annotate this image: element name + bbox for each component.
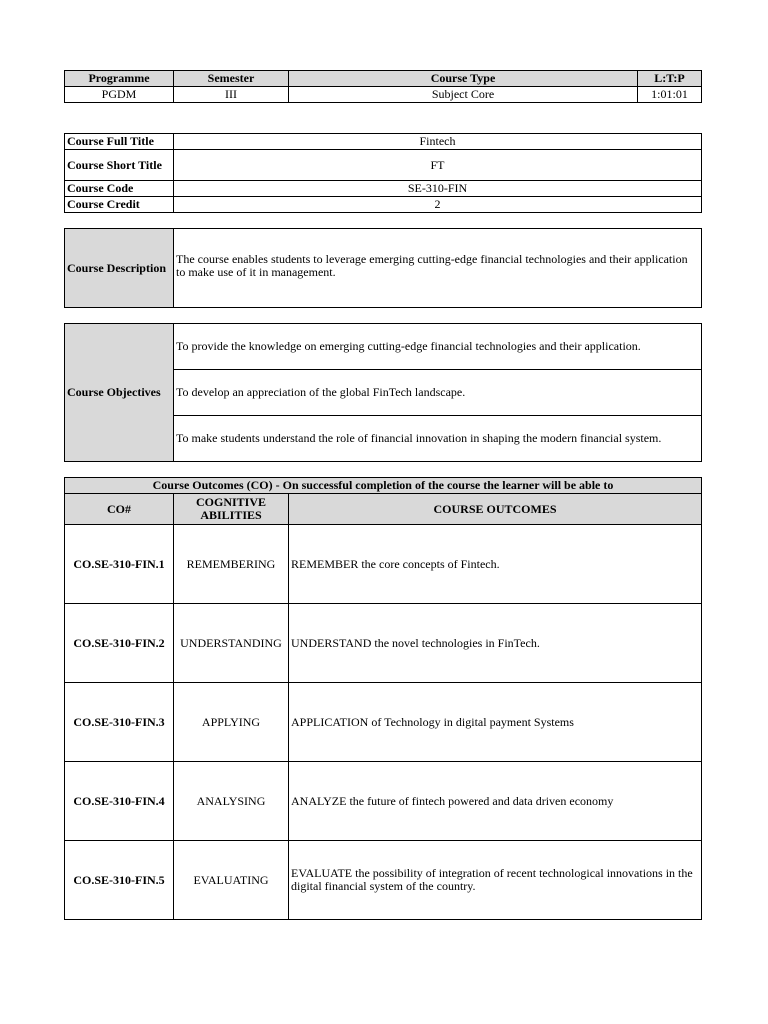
co-outcome: EVALUATE the possibility of integration of recent technological innovations in the digital financial system of the country.	[289, 841, 702, 920]
objective-item: To provide the knowledge on emerging cutting-edge financial technologies and their application.	[174, 324, 702, 370]
table-row	[65, 525, 702, 604]
co-ability: EVALUATING	[174, 841, 289, 920]
co-id: CO.SE-310-FIN.5	[65, 841, 174, 920]
programme-table	[64, 70, 702, 103]
header-programme: Programme	[65, 71, 174, 87]
objective-item: To make students understand the role of financial innovation in shaping the modern financial system.	[174, 416, 702, 462]
co-outcome: UNDERSTAND the novel technologies in FinTech.	[289, 604, 702, 683]
short-title-value: FT	[174, 150, 702, 181]
programme-header-row	[65, 71, 702, 87]
header-course-type: Course Type	[289, 71, 638, 87]
course-code-value: SE-310-FIN	[174, 181, 702, 197]
co-id: CO.SE-310-FIN.1	[65, 525, 174, 604]
table-row	[65, 841, 702, 920]
co-outcome: ANALYZE the future of fintech powered and data driven economy	[289, 762, 702, 841]
course-description-text: The course enables students to leverage emerging cutting-edge financial technologies and their application to make use of it in management.	[174, 229, 702, 308]
co-outcome: REMEMBER the core concepts of Fintech.	[289, 525, 702, 604]
co-ability: REMEMBERING	[174, 525, 289, 604]
outcomes-title: Course Outcomes (CO) - On successful completion of the course the learner will be able to	[65, 478, 702, 494]
short-title-label: Course Short Title	[65, 150, 174, 181]
full-title-value: Fintech	[174, 134, 702, 150]
table-row	[65, 604, 702, 683]
programme-value-row	[65, 87, 702, 103]
table-row	[65, 762, 702, 841]
objective-item: To develop an appreciation of the global FinTech landscape.	[174, 370, 702, 416]
course-outcomes-table	[64, 477, 702, 920]
co-ability: UNDERSTANDING	[174, 604, 289, 683]
course-credit-label: Course Credit	[65, 197, 174, 213]
value-ltp: 1:01:01	[638, 87, 702, 103]
table-row	[65, 683, 702, 762]
value-course-type: Subject Core	[289, 87, 638, 103]
value-semester: III	[174, 87, 289, 103]
header-co-number: CO#	[65, 494, 174, 525]
course-objectives-table	[64, 323, 702, 462]
co-ability: APPLYING	[174, 683, 289, 762]
header-ltp: L:T:P	[638, 71, 702, 87]
co-id: CO.SE-310-FIN.4	[65, 762, 174, 841]
full-title-label: Course Full Title	[65, 134, 174, 150]
course-code-label: Course Code	[65, 181, 174, 197]
course-objectives-label: Course Objectives	[65, 324, 174, 462]
co-outcome: APPLICATION of Technology in digital payment Systems	[289, 683, 702, 762]
course-description-table	[64, 228, 702, 308]
header-cognitive-abilities: COGNITIVE ABILITIES	[174, 494, 289, 525]
course-credit-value: 2	[174, 197, 702, 213]
header-course-outcomes: COURSE OUTCOMES	[289, 494, 702, 525]
co-id: CO.SE-310-FIN.2	[65, 604, 174, 683]
course-info-table	[64, 133, 702, 213]
header-semester: Semester	[174, 71, 289, 87]
co-id: CO.SE-310-FIN.3	[65, 683, 174, 762]
course-description-label: Course Description	[65, 229, 174, 308]
co-ability: ANALYSING	[174, 762, 289, 841]
value-programme: PGDM	[65, 87, 174, 103]
